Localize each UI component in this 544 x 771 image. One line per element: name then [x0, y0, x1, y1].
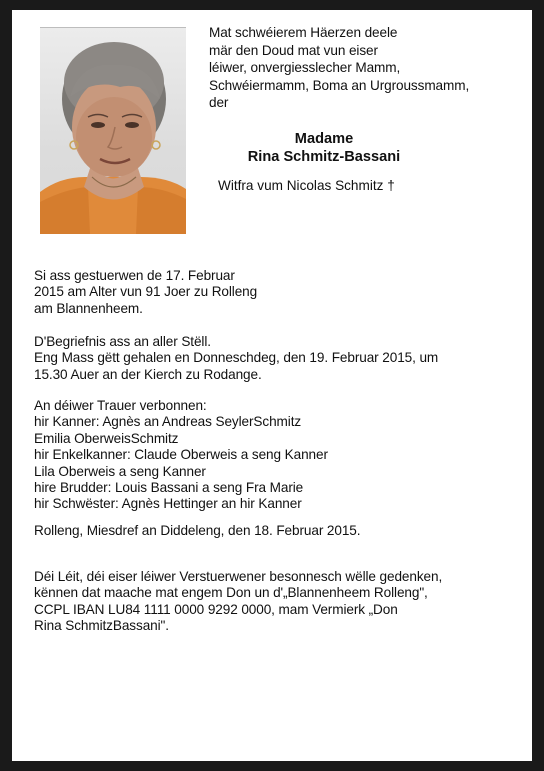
portrait-photo [40, 27, 186, 234]
obituary-page [12, 10, 532, 761]
deceased-title: Madame [294, 131, 354, 147]
intro-line: léiwer, onvergiesslecher Mamm, [209, 60, 401, 76]
mourners-line: hir Schwëster: Agnès Hettinger an hir Kanner [34, 496, 302, 512]
widow-of-line: Witfra vum Nicolas Schmitz † [218, 178, 395, 193]
funeral-details [34, 334, 514, 383]
funeral-line: Eng Mass gëtt gehalen en Donneschdeg, den 19. Februar 2015, um [34, 350, 439, 366]
mourners-line: hire Brudder: Louis Bassani a seng Fra Marie [34, 480, 304, 496]
mourners-line: Emilia OberweisSchmitz [34, 430, 179, 446]
death-notice [34, 268, 514, 317]
donation-line: CCPL IBAN LU84 1111 0000 9292 0000, mam Vermierk „Don [34, 601, 398, 617]
mourners-line: An déiwer Trauer verbonnen: [34, 398, 207, 413]
mourners-line: Lila Oberweis a seng Kanner [34, 463, 206, 479]
funeral-line: 15.30 Auer an der Kierch zu Rodange. [34, 366, 262, 382]
signoff-line [34, 523, 514, 539]
donation-line: Déi Léit, déi eiser léiwer Verstuerwener besonnesch wëlle gedenken, [34, 569, 443, 584]
mourners-list [34, 398, 514, 513]
mourners-line: hir Enkelkanner: Claude Oberweis a seng Kanner [34, 447, 328, 463]
intro-line: Schwéiermamm, Boma an Urgroussmamm, [209, 77, 470, 93]
intro-line: der [209, 95, 229, 111]
portrait-illustration [40, 27, 186, 234]
deceased-name: Rina Schmitz-Bassani [247, 149, 401, 165]
donation-line: kënnen dat maache mat engem Don un d'„Blannenheem Rolleng", [34, 585, 428, 601]
death-line: 2015 am Alter vun 91 Joer zu Rolleng [34, 284, 258, 300]
funeral-line: D'Begriefnis ass an aller Stëll. [34, 334, 211, 349]
mourners-line: hir Kanner: Agnès an Andreas SeylerSchmitz [34, 414, 302, 430]
death-line: am Blannenheem. [34, 300, 143, 316]
intro-text [209, 24, 509, 112]
donation-line: Rina SchmitzBassani". [34, 618, 169, 634]
donation-notice [34, 569, 514, 635]
intro-line: Mat schwéierem Häerzen deele [209, 25, 398, 40]
intro-line: mär den Doud mat vun eiser [209, 42, 378, 58]
signoff-text: Rolleng, Miesdref an Diddeleng, den 18. Februar 2015. [34, 523, 361, 538]
death-line: Si ass gestuerwen de 17. Februar [34, 268, 235, 283]
